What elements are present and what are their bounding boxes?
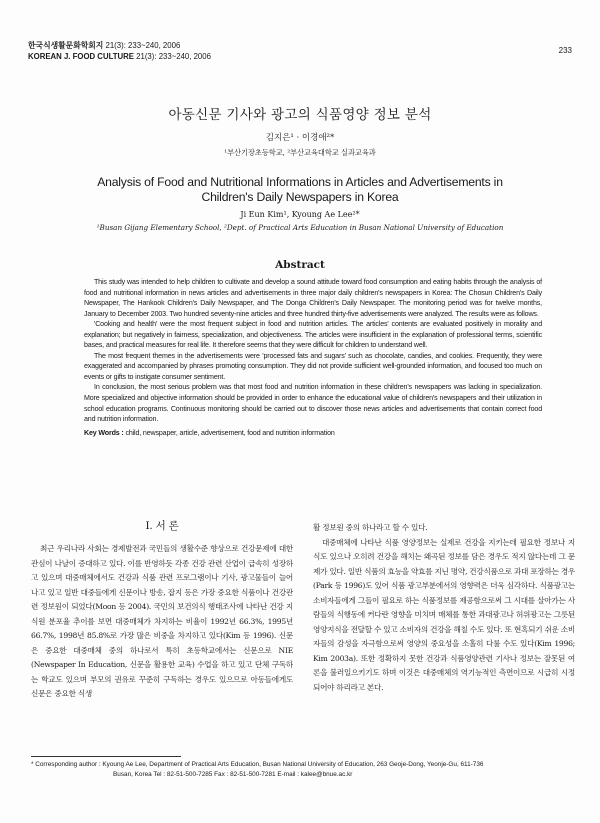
- body-paragraph-continued: 활 정보원 중의 하나라고 할 수 있다.: [313, 523, 428, 532]
- authors-ko: 김지은¹ · 이경애²*: [265, 133, 335, 143]
- footnote-line1: * Corresponding author : Kyoung Ae Lee, Department of Practical Arts Education, Busan National University of Education, 263 Geoje-Dong, Yeonje-Gu, 611-736: [31, 761, 484, 768]
- keywords-label: Key Words :: [84, 428, 124, 437]
- journal-name-en: KOREAN J. FOOD CULTURE: [28, 52, 134, 61]
- abstract-paragraph: The most frequent themes in the advertisements were 'processed fats and sugars' such as chocolate, candies, and cookies. Frequently, they were exaggerated and accompanied by phrases promoting consumption. They did not provide sufficient well-grounded information, and focused too much on events or gifts to instigate consumer sentiment.: [84, 351, 542, 381]
- authors-en: Ji Eun Kim¹, Kyoung Ae Lee²*: [240, 210, 360, 219]
- journal-header-en: [28, 51, 211, 62]
- abstract-body: [84, 277, 542, 438]
- abstract-paragraph: 'Cooking and health' were the most frequent subject in food and nutrition articles. The articles' contents are evaluated positively in morality and explanation; but negatively in fairness, specialization, and objectiveness. The articles were insufficient in the explanation of professional terms, scientific bases, and practical measures for real life. It therefore seems that they were difficult for children to understand well.: [84, 320, 542, 350]
- body-column-right: [313, 521, 575, 695]
- body-column-left: [31, 518, 293, 702]
- paper-title-en-line1: Analysis of Food and Nutritional Informations in Articles and Advertisements in: [97, 175, 503, 189]
- journal-citation-ko: 21(3): 233~240, 2006: [105, 41, 181, 50]
- body-paragraph: 대중매체에 나타난 식품 영양정보는 실제로 건강을 지키는데 필요한 정보나 지식도 있으나 오히려 건강을 해치는 왜곡된 정보를 담은 경우도 적지 않다는데 그 문제가 있다. 일반 식품의 효능을 약효를 지닌 명약, 건강식품으로 과대 포장하는 경우(Park 등 1996)도 있어 식품 광고부분에서의 영향력은 더욱 심각하다. 식품광고는 소비자들에게 그들이 필요로 하는 식품정보를 제공함으로써 그 시대를 살아가는 사람들의 식행동에 커다란 영향을 미치며 매체를 통한 과대광고나 허위광고는 그릇된 영양지식을 전달할 수 있고 소비자의 건강을 해칠 수도 있다. 또 현혹되기 쉬운 소비자들의 감성을 자극함으로써 영양의 중요성을 소홀히 다룰 수도 있다(Kim 1996; Kim 2003a). 또한 정확하지 못한 건강과 식품영양관련 기사나 정보는 잘못된 여론을 불러일으키기도 하며 이것은 대중매체의 역기능적인 측면이므로 시급히 시정되어야 하리라고 본다.: [313, 537, 575, 692]
- abstract-heading: Abstract: [275, 259, 325, 271]
- abstract-paragraph: This study was intended to help children to cultivate and develop a sound attitude toward food consumption and eating habits through the analysis of food and nutritional information in news articles and advertisements in three major daily children's newspapers in Korea: The Chosun Children's Daily Newspaper, The Hankook Children's Daily Newspaper, and The Donga Children's Daily Newspaper. The monitoring period was for twelve months, January to December 2003. Two hundred seventy-nine articles and three hundred thirty-five advertisements were analyzed. The results were as follows.: [84, 278, 542, 318]
- journal-name-ko: 한국식생활문화학회지: [28, 41, 104, 50]
- page-number: 233: [558, 46, 572, 55]
- paper-title-ko: 아동신문 기사와 광고의 식품영양 정보 분석: [168, 107, 432, 123]
- journal-header-ko: [28, 40, 211, 51]
- section-title: I. 서 론: [145, 520, 179, 532]
- affiliations-ko: ¹부산기장초등학교, ²부산교육대학교 실과교육과: [224, 148, 376, 157]
- footnote-divider: [31, 756, 181, 757]
- keywords: [84, 428, 542, 439]
- journal-header: [28, 40, 211, 62]
- abstract-paragraph: In conclusion, the most serious problem was that most food and nutrition information in these children's newspapers was lacking in specialization. More specialized and objective information should be provided in order to enhance the educational value of children's newspapers and their utilization in school education programs. Continuous monitoring should be carried out to discover those news articles and advertisements that contain correct food and nutrition information.: [84, 383, 542, 424]
- paper-title-en-line2: Children's Daily Newspapers in Korea: [201, 190, 399, 204]
- keywords-list: child, newspaper, article, advertisement, food and nutrition information: [125, 428, 335, 437]
- body-paragraph: 최근 우리나라 사회는 경제발전과 국민들의 생활수준 향상으로 건강문제에 대한 관심이 나날이 증대하고 있다. 이를 반영하듯 각종 건강 관련 산업이 급속히 성장하고 있으며 대중매체에서도 건강과 식품 관련 프로그램이나 기사, 광고물들이 늘어나고 있고 일반 대중들에게 신문이나 방송, 잡지 등은 가장 중요한 식품이나 건강관련 정보원이 되었다(Moon 등 2004). 국민의 보건의식 행태조사에 나타난 건강 지식원 분포율 추이를 보면 대중매체가 차지하는 비율이 1992년 66.3%, 1995년 66.7%, 1998년 85.8%로 가장 많은 비중을 차지하고 있다(Kim 등 1996). 신문은 중요한 대중매체 중의 하나로서 특히 초등학교에서는 신문으로 NIE (Newspaper In Education, 신문을 활용한 교육) 수업을 하고 있고 단체 구독하는 학교도 있으며 부모의 권유로 꾸준히 구독하는 경우도 있으므로 아동들에게도 신문은 중요한 식생: [31, 544, 293, 698]
- paper-title-en: [70, 175, 530, 205]
- affiliations-en: ¹Busan Gijang Elementary School, ²Dept. of Practical Arts Education in Busan National University of Education: [96, 223, 504, 232]
- footnote-line2: Busan, Korea Tel : 82-51-500-7285 Fax : 82-51-500-7281 E-mail : kalee@bnue.ac.kr: [113, 771, 353, 778]
- journal-citation-en: 21(3): 233~240, 2006: [136, 52, 211, 61]
- corresponding-author-footnote: [31, 760, 571, 780]
